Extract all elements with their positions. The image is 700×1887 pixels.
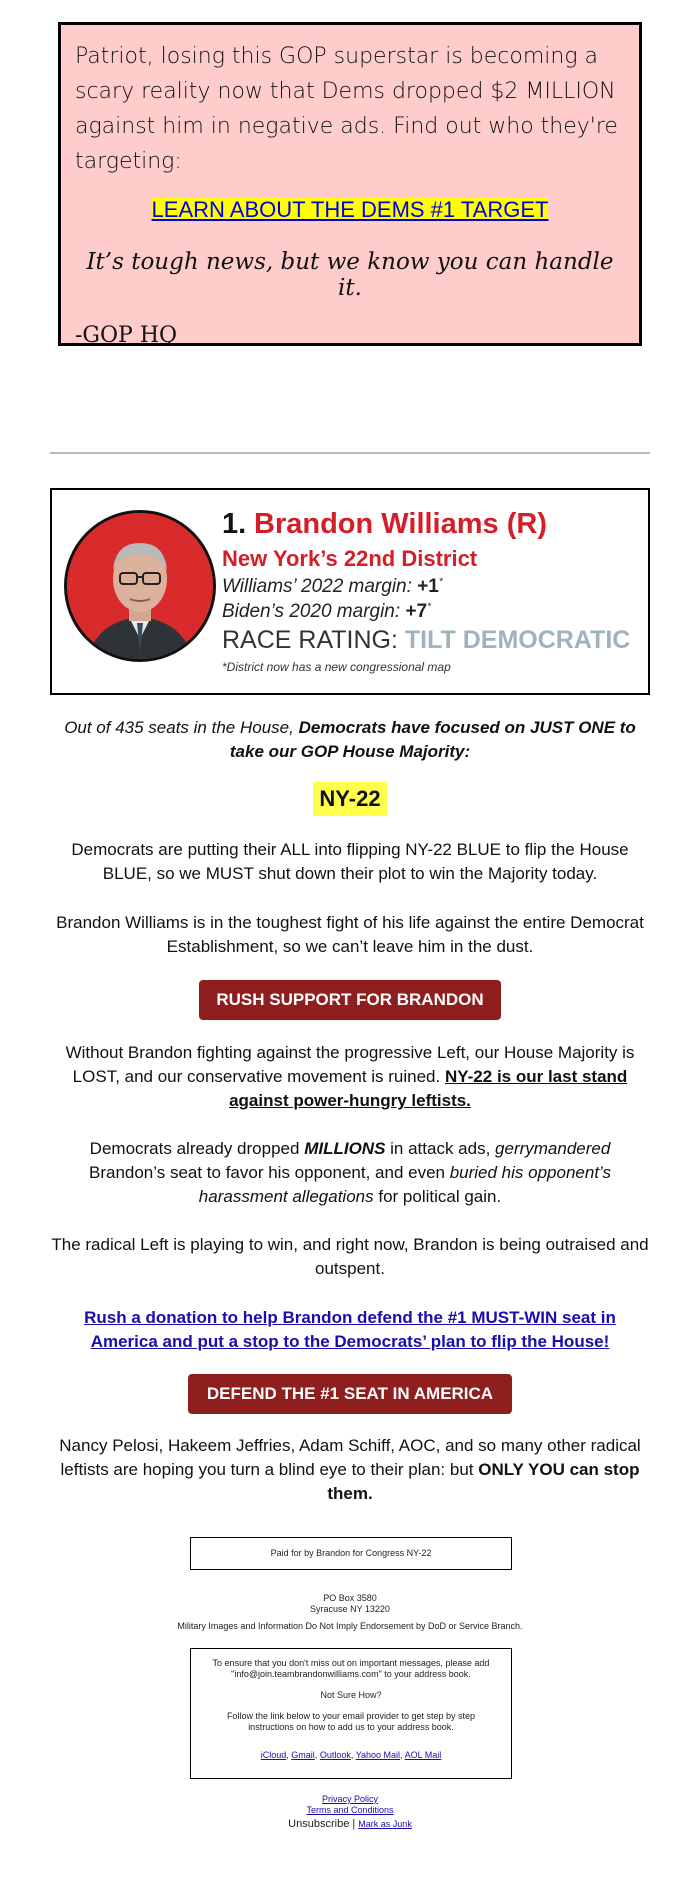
callout-tough: It’s tough news, but we know you can handle it. [86,249,614,301]
paragraph-5-text: The radical Left is playing to win, and right now, Brandon is being outraised and outspent. [51,1235,649,1278]
margin-2022-label: Williams’ 2022 margin: [222,576,418,597]
paragraph-4 [50,1137,650,1209]
follow-text: Follow the link below to your email provider to get step by step instructions on how to add us to your address book. [226,1711,476,1732]
paragraph-3-emphasis: NY-22 is our last stand against power-hungry leftists. [229,1067,628,1110]
provider-link-aol[interactable]: AOL Mail [404,1750,442,1760]
district-note: *District now has a new congressional map [222,660,451,674]
lead-bold: Democrats have focused on JUST ONE to take our GOP House Majority: [229,718,636,761]
candidate-card [50,488,650,695]
terms-link[interactable]: Terms and Conditions [306,1805,394,1815]
privacy-policy-link[interactable]: Privacy Policy [321,1794,378,1804]
candidate-portrait-icon [67,513,213,659]
paid-for-box [190,1537,512,1570]
learn-target-link[interactable]: LEARN ABOUT THE DEMS #1 TARGET [151,197,549,222]
mark-junk-link[interactable]: Mark as Junk [358,1819,412,1829]
paragraph-3-text: Without Brandon fighting against the progressive Left, our House Majority is LOST, and our conservative movement is ruined. [65,1043,635,1086]
paragraph-2 [50,911,650,959]
margin-2020-value: +7 [405,601,428,622]
po-box: PO Box 3580 [323,1593,377,1603]
candidate-name: Brandon Williams (R) [254,508,547,540]
unsubscribe-row [50,1818,650,1831]
lead-paragraph [50,716,650,764]
p4-g: for political gain. [373,1187,502,1206]
address-block [50,1593,650,1615]
callout-learn [75,197,625,223]
legal-links [50,1794,650,1816]
p4-a: Democrats already dropped [89,1139,305,1158]
margin-2022-mark: * [438,576,443,588]
address-book-box [190,1648,512,1779]
donation-link[interactable]: Rush a donation to help Brandon defend the #1 MUST-WIN seat in America and put a stop to the Democrats’ plan to flip the House! [84,1308,616,1351]
p4-e: Brandon’s seat to favor his opponent, and even [88,1163,450,1182]
race-rating-value: TILT DEMOCRATIC [404,626,631,654]
margin-2022 [222,576,443,598]
paragraph-5 [50,1233,650,1281]
not-sure-text: Not Sure How? [320,1690,382,1700]
provider-links: iCloud, Gmail, Outlook, Yahoo Mail, AOL Mail [260,1750,442,1760]
city-line: Syracuse NY 13220 [310,1604,390,1614]
race-rank: 1. [222,508,247,540]
donation-link-wrap [50,1306,650,1354]
military-disclaimer: Military Images and Information Do Not Imply Endorsement by DoD or Service Branch. [177,1621,523,1631]
unsubscribe-separator: | [349,1818,359,1830]
provider-link-outlook[interactable]: Outlook [319,1750,351,1760]
margin-2020 [222,601,431,623]
p4-buried: buried his opponent’s harassment allegations [198,1163,612,1206]
provider-link-icloud[interactable]: iCloud [260,1750,287,1760]
ensure-text: To ensure that you don't miss out on important messages, please add "info@join.teambrandonwilliams.com" to your address book. [212,1658,490,1679]
paragraph-6 [50,1434,650,1506]
callout-intro: Patriot, losing this GOP superstar is becoming a scary reality now that Dems dropped $2 MILLION against him in negative ads. Find out who they're targeting: [75,44,618,174]
margin-2020-label: Biden’s 2020 margin: [222,601,406,622]
paragraph-3 [50,1041,650,1113]
candidate-avatar [64,510,216,662]
callout-signature: -GOP HQ [75,323,178,348]
rush-support-button[interactable]: RUSH SUPPORT FOR BRANDON [199,980,501,1020]
unsubscribe-link[interactable]: Unsubscribe [288,1818,350,1830]
paragraph-1 [50,838,650,886]
p4-gerrymandered: gerrymandered [495,1139,611,1158]
paid-for-text: Paid for by Brandon for Congress NY-22 [270,1548,432,1558]
margin-2020-mark: * [427,601,432,613]
race-rating [222,626,630,655]
divider [50,452,650,454]
ny22-badge: NY-22 [313,782,387,816]
defend-seat-button[interactable]: DEFEND THE #1 SEAT IN AMERICA [188,1374,512,1414]
paragraph-6-text: Nancy Pelosi, Hakeem Jeffries, Adam Schiff, AOC, and so many other radical leftists are hoping you turn a blind eye to their plan: but [59,1436,641,1479]
p4-c: in attack ads, [385,1139,496,1158]
p4-millions: MILLIONS [304,1139,386,1158]
provider-link-gmail[interactable]: Gmail [291,1750,315,1760]
paragraph-2-text: Brandon Williams is in the toughest fight of his life against the entire Democrat Establishment, so we can’t leave him in the dust. [56,913,644,956]
race-rating-label: RACE RATING: [222,626,405,654]
lead-plain: Out of 435 seats in the House, [64,718,299,737]
candidate-district: New York’s 22nd District [222,546,478,571]
paragraph-6-emphasis: ONLY YOU can stop them. [327,1460,640,1503]
callout-box [58,22,642,346]
provider-link-yahoo[interactable]: Yahoo Mail [355,1750,401,1760]
paragraph-1-text: Democrats are putting their ALL into flipping NY-22 BLUE to flip the House BLUE, so we MUST shut down their plot to win the Majority today. [71,840,629,883]
margin-2022-value: +1 [417,576,439,597]
